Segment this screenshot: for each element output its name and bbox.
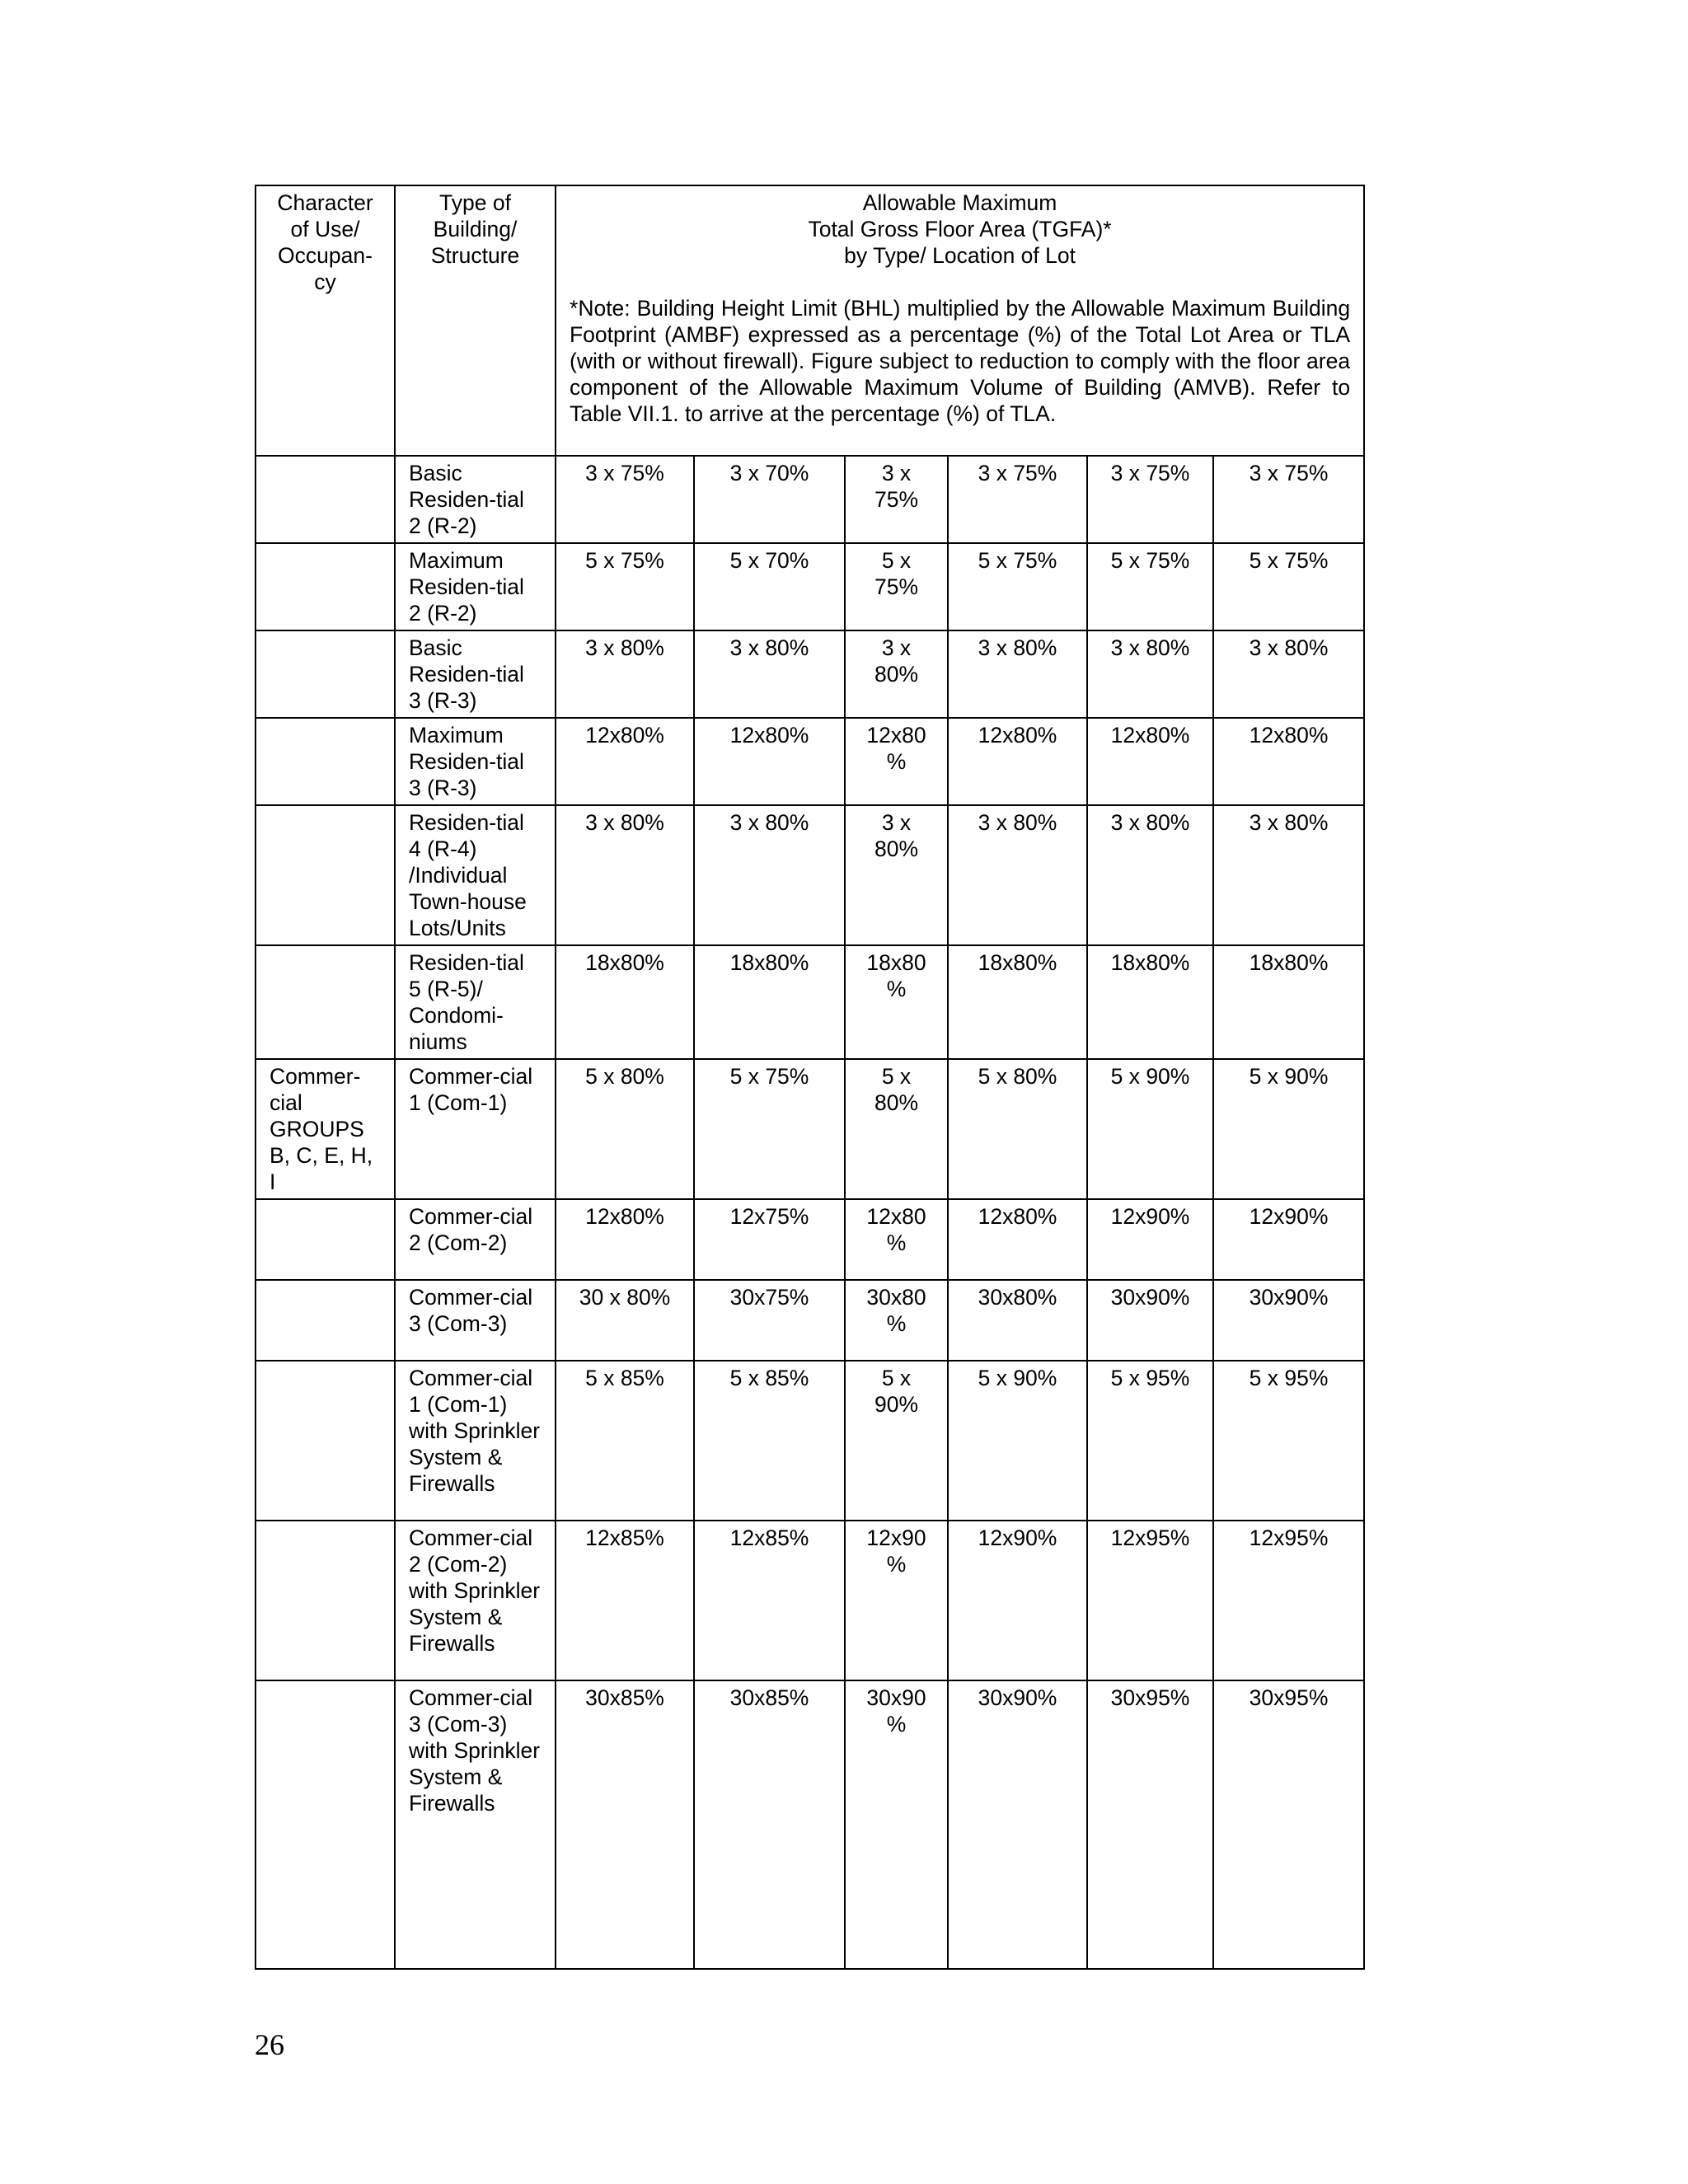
character-of-use-cell: [256, 543, 395, 630]
type-of-building-header: Type of Building/ Structure: [395, 185, 556, 456]
tgfa-value-cell: 5 x 90%: [845, 1361, 948, 1521]
tgfa-value-cell: 5 x 90%: [948, 1361, 1087, 1521]
character-of-use-header: Character of Use/ Occupan-cy: [256, 185, 395, 456]
tgfa-table: [255, 185, 1365, 1970]
tgfa-value-cell: 5 x 80%: [556, 1059, 694, 1199]
tgfa-value-cell: 18x80%: [1087, 945, 1213, 1059]
tgfa-value-cell: 3 x 80%: [556, 805, 694, 945]
building-type-cell: Commer-cial 2 (Com-2) with Sprinkler System & Firewalls: [395, 1521, 556, 1680]
tgfa-value-cell: 3 x 80%: [1213, 805, 1364, 945]
tgfa-value-cell: 30x80 %: [845, 1280, 948, 1361]
tgfa-value-cell: 3 x 80%: [1087, 805, 1213, 945]
character-of-use-cell: [256, 1199, 395, 1280]
tgfa-title-line: by Type/ Location of Lot: [844, 243, 1076, 268]
tgfa-value-cell: 3 x 75%: [1213, 456, 1364, 543]
building-type-cell: Commer-cial 1 (Com-1) with Sprinkler System & Firewalls: [395, 1361, 556, 1521]
tgfa-value-cell: 5 x 75%: [845, 543, 948, 630]
table-row: [256, 805, 1364, 945]
tgfa-value-cell: 30x85%: [694, 1680, 845, 1969]
tgfa-title: [570, 190, 1350, 269]
tgfa-value-cell: 12x80%: [556, 1199, 694, 1280]
table-row: [256, 1361, 1364, 1521]
building-type-cell: Residen-tial 4 (R-4) /Individual Town-house Lots/Units: [395, 805, 556, 945]
tgfa-value-cell: 12x95%: [1213, 1521, 1364, 1680]
character-of-use-cell: [256, 945, 395, 1059]
tgfa-value-cell: 30x80%: [948, 1280, 1087, 1361]
tgfa-value-cell: 12x85%: [694, 1521, 845, 1680]
table-row: [256, 718, 1364, 805]
page-number: 26: [255, 2028, 284, 2061]
table-row: [256, 1680, 1364, 1969]
tgfa-value-cell: 12x80%: [948, 1199, 1087, 1280]
tgfa-value-cell: 12x80%: [948, 718, 1087, 805]
tgfa-value-cell: 18x80%: [948, 945, 1087, 1059]
tgfa-value-cell: 12x80 %: [845, 1199, 948, 1280]
table-row: [256, 1059, 1364, 1199]
table-row: [256, 1521, 1364, 1680]
tgfa-value-cell: 30x85%: [556, 1680, 694, 1969]
tgfa-value-cell: 18x80%: [1213, 945, 1364, 1059]
tgfa-value-cell: 3 x 80%: [1087, 630, 1213, 718]
tgfa-value-cell: 18x80%: [556, 945, 694, 1059]
character-of-use-cell: [256, 630, 395, 718]
character-of-use-cell: [256, 1361, 395, 1521]
table-row: [256, 945, 1364, 1059]
tgfa-value-cell: 3 x 75%: [1087, 456, 1213, 543]
tgfa-value-cell: 5 x 75%: [948, 543, 1087, 630]
tgfa-value-cell: 3 x 80%: [948, 630, 1087, 718]
tgfa-value-cell: 12x90 %: [845, 1521, 948, 1680]
character-of-use-cell: Commer-cial GROUPS B, C, E, H, I: [256, 1059, 395, 1199]
table-row: [256, 1199, 1364, 1280]
tgfa-title-line: Allowable Maximum: [862, 190, 1057, 215]
tgfa-value-cell: 12x90%: [1087, 1199, 1213, 1280]
tgfa-value-cell: 3 x 80%: [845, 630, 948, 718]
tgfa-value-cell: 30x90 %: [845, 1680, 948, 1969]
character-of-use-cell: [256, 805, 395, 945]
table-row: [256, 543, 1364, 630]
tgfa-value-cell: 30x95%: [1213, 1680, 1364, 1969]
tgfa-value-cell: 30x75%: [694, 1280, 845, 1361]
tgfa-value-cell: 30x95%: [1087, 1680, 1213, 1969]
character-of-use-cell: [256, 456, 395, 543]
tgfa-value-cell: 3 x 75%: [948, 456, 1087, 543]
tgfa-value-cell: 5 x 90%: [1087, 1059, 1213, 1199]
tgfa-value-cell: 5 x 85%: [556, 1361, 694, 1521]
tgfa-value-cell: 18x80%: [694, 945, 845, 1059]
tgfa-value-cell: 12x80%: [1213, 718, 1364, 805]
tgfa-value-cell: 3 x 80%: [694, 630, 845, 718]
tgfa-value-cell: 5 x 75%: [556, 543, 694, 630]
tgfa-value-cell: 5 x 95%: [1213, 1361, 1364, 1521]
tgfa-value-cell: 12x80 %: [845, 718, 948, 805]
tgfa-value-cell: 3 x 80%: [694, 805, 845, 945]
tgfa-value-cell: 3 x 80%: [1213, 630, 1364, 718]
tgfa-value-cell: 5 x 95%: [1087, 1361, 1213, 1521]
tgfa-value-cell: 3 x 70%: [694, 456, 845, 543]
tgfa-value-cell: 12x80%: [694, 718, 845, 805]
character-of-use-cell: [256, 1280, 395, 1361]
building-type-cell: Commer-cial 2 (Com-2): [395, 1199, 556, 1280]
tgfa-value-cell: 5 x 80%: [845, 1059, 948, 1199]
tgfa-value-cell: 12x90%: [1213, 1199, 1364, 1280]
tgfa-value-cell: 5 x 75%: [1087, 543, 1213, 630]
table-row: [256, 1280, 1364, 1361]
tgfa-value-cell: 5 x 70%: [694, 543, 845, 630]
tgfa-value-cell: 12x85%: [556, 1521, 694, 1680]
tgfa-note: *Note: Building Height Limit (BHL) multiplied by the Allowable Maximum Building Footprint (AMBF) expressed as a percentage (%) of the Total Lot Area or TLA (with or without firewall). Figure subject to reduction to comply with the floor area component of the Allowable Maximum Volume of Building (AMVB). Refer to Table VII.1. to arrive at the percentage (%) of TLA.: [570, 296, 1351, 426]
tgfa-value-cell: 3 x 75%: [556, 456, 694, 543]
tgfa-value-cell: 12x95%: [1087, 1521, 1213, 1680]
tgfa-value-cell: 5 x 75%: [1213, 543, 1364, 630]
tgfa-value-cell: 30x90%: [948, 1680, 1087, 1969]
building-type-cell: Basic Residen-tial 3 (R-3): [395, 630, 556, 718]
tgfa-value-cell: 5 x 80%: [948, 1059, 1087, 1199]
tgfa-value-cell: 12x90%: [948, 1521, 1087, 1680]
building-type-cell: Commer-cial 3 (Com-3): [395, 1280, 556, 1361]
building-type-cell: Commer-cial 1 (Com-1): [395, 1059, 556, 1199]
building-type-cell: Residen-tial 5 (R-5)/ Condomi-niums: [395, 945, 556, 1059]
tgfa-value-cell: 18x80 %: [845, 945, 948, 1059]
building-type-cell: Maximum Residen-tial 2 (R-2): [395, 543, 556, 630]
tgfa-value-cell: 5 x 75%: [694, 1059, 845, 1199]
table-row: [256, 456, 1364, 543]
tgfa-value-cell: 30 x 80%: [556, 1280, 694, 1361]
tgfa-value-cell: 30x90%: [1213, 1280, 1364, 1361]
building-type-cell: Basic Residen-tial 2 (R-2): [395, 456, 556, 543]
table-row: [256, 630, 1364, 718]
tgfa-title-line: Total Gross Floor Area (TGFA)*: [808, 217, 1112, 241]
header-row: [256, 185, 1364, 456]
tgfa-value-cell: 3 x 80%: [845, 805, 948, 945]
character-of-use-cell: [256, 718, 395, 805]
building-type-cell: Commer-cial 3 (Com-3) with Sprinkler System & Firewalls: [395, 1680, 556, 1969]
tgfa-value-cell: 5 x 85%: [694, 1361, 845, 1521]
character-of-use-cell: [256, 1521, 395, 1680]
tgfa-value-cell: 3 x 75%: [845, 456, 948, 543]
character-of-use-cell: [256, 1680, 395, 1969]
tgfa-value-cell: 3 x 80%: [948, 805, 1087, 945]
tgfa-value-cell: 30x90%: [1087, 1280, 1213, 1361]
tgfa-value-cell: 5 x 90%: [1213, 1059, 1364, 1199]
tgfa-header: [556, 185, 1364, 456]
building-type-cell: Maximum Residen-tial 3 (R-3): [395, 718, 556, 805]
tgfa-value-cell: 3 x 80%: [556, 630, 694, 718]
tgfa-value-cell: 12x80%: [556, 718, 694, 805]
tgfa-value-cell: 12x80%: [1087, 718, 1213, 805]
tgfa-value-cell: 12x75%: [694, 1199, 845, 1280]
